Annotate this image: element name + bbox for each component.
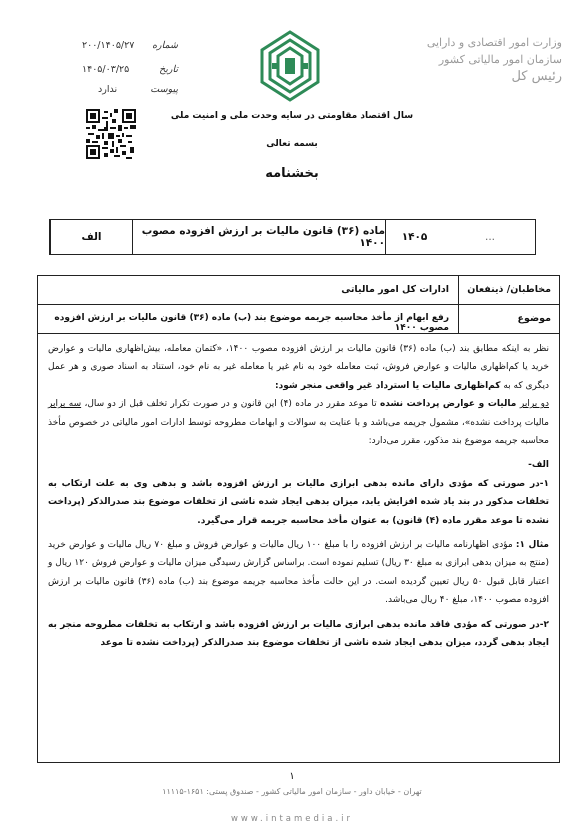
website-link[interactable]: www.intamedia.ir	[230, 814, 354, 824]
section-a-heading: الف-	[528, 460, 549, 471]
row-divider	[38, 304, 559, 305]
year-slogan: سال اقتصاد مقاومتی در سایه وحدت ملی و امنیت ملی	[170, 111, 414, 121]
basmala: بسمه تعالی	[266, 139, 318, 149]
circular-code-cell: ...	[485, 231, 496, 243]
intro-paragraph: نظر به اینکه مطابق بند (ب) ماده (۳۶) قانون مالیات بر ارزش افزوده مصوب ۱۴۰۰، «کتمان معامله، بیش‌اظهاری مالیات و عوارض خرید یا کم‌اظهاری مالیات و عوارض فروش، ثبت معامله خود به نام غیر یا معامله غیر به نام خود، استناد به اسناد صوری و هر عمل دیگری که به کم‌اظهاری مالیات یا استرداد غیر واقعی منجر شود:	[48, 344, 549, 391]
letter-attachment	[58, 84, 178, 98]
letter-number-label: شماره	[152, 40, 178, 51]
clause-2: ۲-در صورتی که مؤدی فاقد مانده بدهی ابرازی مالیات بر ارزش افزوده باشد و ارتکاب به تخلفات مطروحه منجر به ایجاد بدهی گردد، میزان بدهی ایجاد شده ناشی از تخلفات موضوع بند صدرالذکر (پرداخت نشده تا موعد	[48, 619, 549, 649]
circular-year: ۱۴۰۵	[385, 220, 443, 254]
example-1: مثال ۱: مؤدی اظهارنامه مالیات بر ارزش افزوده را با مبلغ ۱۰۰ ریال مالیات و عوارض فروش و مبلغ ۷۰ ریال مالیات و عوارض خرید (منتج به میزان بدهی ابرازی به مبلغ ۳۰ ریال) تسلیم نموده است. براساس گزارش رسیدگی میزان مالیات و عوارض فروش ۱۲۰ ریال و اعتبار قابل قبول ۵۰ ریال تعیین گردیده است. در این حالت مأخذ محاسبه جریمه موضوع بند (ب) ماده (۳۶) قانون مالیات بر ارزش افزوده مصوب ۱۴۰۰، مبلغ ۴۰ ریال می‌باشد.	[48, 540, 549, 606]
circular-subject-box	[49, 219, 536, 255]
signatory-title: رئیس کل	[511, 69, 562, 84]
subject-value: رفع ابهام از مأخذ محاسبه جریمه موضوع بند (ب) ماده (۳۶) قانون مالیات بر ارزش افزوده مصوب ۱۴۰۰	[54, 313, 449, 333]
letter-number-value: ۲۰۰/۱۴۰۵/۲۷	[82, 40, 135, 51]
penalty-paragraph: دو برابر مالیات و عوارض پرداخت نشده تا موعد مقرر در ماده (۴) این قانون و در صورت تکرار تخلف قبل از دو سال، سه برابر مالیات پرداخت نشده»، مشمول جریمه می‌باشد و با عنایت به سوالات و ابهامات مطروحه توسط ادارات امور مالیاتی در خصوص مأخذ محاسبه جریمه موضوع بند مذکور، مقرر می‌دارد:	[48, 399, 549, 447]
subject-label: موضوع	[517, 313, 551, 324]
letter-date	[58, 64, 178, 78]
circular-topic: ماده (۳۶) قانون مالیات بر ارزش افزوده مصوب ۱۴۰۰	[132, 220, 385, 254]
recipients-label: مخاطبان/ ذینفعان	[467, 284, 551, 295]
letter-attachment-value: ندارد	[98, 84, 118, 95]
letter-date-value: ۱۴۰۵/۰۳/۲۵	[82, 64, 130, 75]
ministry-name: وزارت امور اقتصادی و دارایی	[426, 36, 562, 49]
circular-body-frame	[37, 275, 560, 763]
row-divider	[38, 333, 559, 334]
document-type-title: بخشنامه	[265, 166, 319, 181]
page-number: ۱	[289, 771, 295, 782]
postal-address: تهران - خیابان داور - سازمان امور مالیاتی کشور - صندوق پستی: ۱۶۵۱-۱۱۱۱۵	[162, 787, 422, 796]
circular-series: الف	[50, 220, 132, 254]
ministry-header	[392, 34, 562, 85]
organization-logo	[258, 30, 322, 102]
letter-attachment-label: پیوست	[150, 84, 178, 95]
letter-number	[58, 40, 178, 54]
example-1-label: مثال ۱:	[515, 540, 549, 551]
intro-emphasis: کم‌اظهاری مالیات یا استرداد غیر واقعی منجر شود:	[275, 380, 501, 391]
recipients-value: ادارات کل امور مالیاتی	[341, 284, 449, 295]
clause-1: ۱-در صورتی که مؤدی دارای مانده بدهی ابرازی مالیات بر ارزش افزوده باشد و بدهی وی به علت ارتکاب به تخلفات مذکور در بند یاد شده افزایش یابد، میزان بدهی ایجاد شده ناشی از تخلفات موضوع بند صدرالذکر (پرداخت نشده تا موعد مقرر ماده (۴) قانون) به عنوان مأخذ محاسبه جریمه قرار می‌گیرد.	[48, 478, 549, 526]
letter-date-label: تاریخ	[159, 64, 178, 75]
organization-name: سازمان امور مالیاتی کشور	[438, 53, 562, 66]
circular-text	[48, 340, 549, 653]
